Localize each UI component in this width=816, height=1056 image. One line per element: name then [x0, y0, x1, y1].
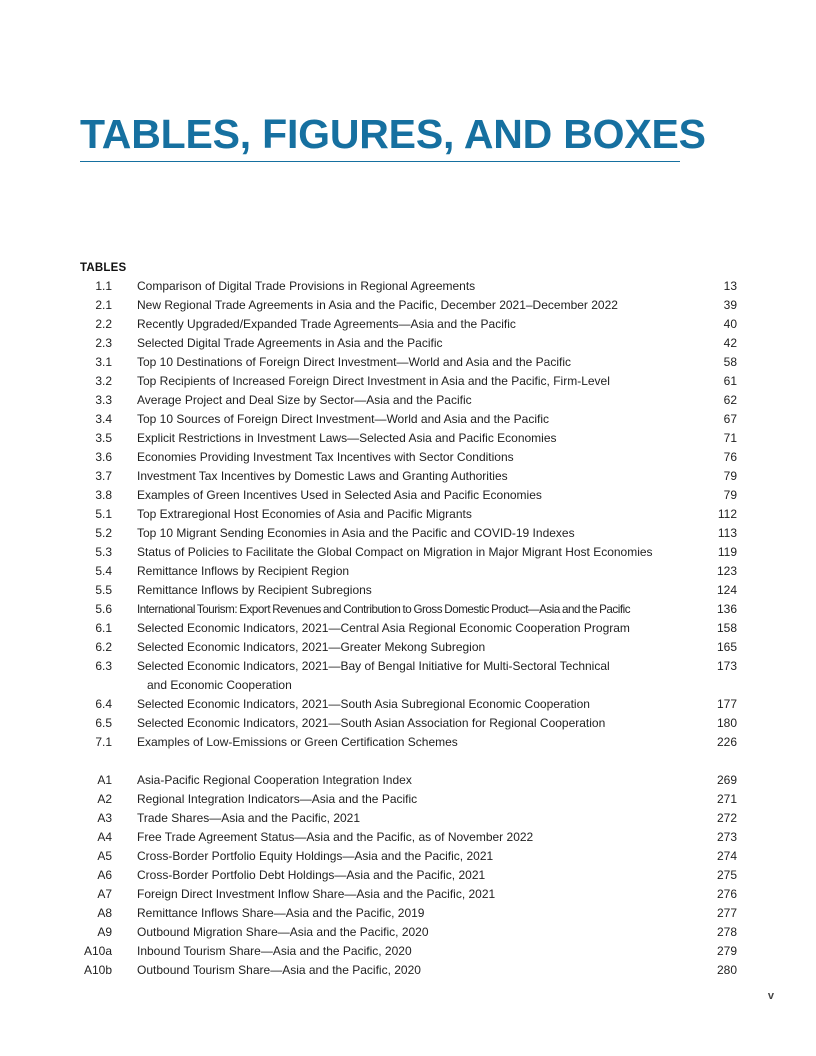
entry-title: Selected Digital Trade Agreements in Asia and the Pacific [137, 335, 443, 350]
entry-title: Examples of Low-Emissions or Green Certification Schemes [137, 734, 458, 749]
toc-entry-5-6[interactable] [80, 600, 737, 619]
entry-number: A9 [97, 924, 112, 939]
toc-entry-2-1[interactable] [80, 296, 737, 315]
entry-title: Selected Economic Indicators, 2021—South Asia Subregional Economic Cooperation [137, 696, 590, 711]
entry-number: 3.6 [95, 449, 112, 464]
entry-title: Remittance Inflows by Recipient Subregions [137, 582, 372, 597]
entry-number: A5 [97, 848, 112, 863]
entry-page: 124 [716, 582, 737, 597]
toc-entry-2-2[interactable] [80, 315, 737, 334]
entry-number: 5.6 [95, 601, 112, 616]
entry-title: Recently Upgraded/Expanded Trade Agreements—Asia and the Pacific [137, 316, 516, 331]
entry-title: Investment Tax Incentives by Domestic Laws and Granting Authorities [137, 468, 508, 483]
entry-number: 6.4 [95, 696, 112, 711]
entry-title: Top Extraregional Host Economies of Asia and Pacific Migrants [137, 506, 472, 521]
toc-entry-a3[interactable] [80, 809, 737, 828]
entry-number: 2.3 [95, 335, 112, 350]
entry-page: 165 [716, 639, 737, 654]
toc-entry-6-4[interactable] [80, 695, 737, 714]
toc-entry-3-3[interactable] [80, 391, 737, 410]
toc-entry-6-1[interactable] [80, 619, 737, 638]
entry-page: 277 [716, 905, 737, 920]
entry-number: A2 [97, 791, 112, 806]
entry-title: Outbound Migration Share—Asia and the Pacific, 2020 [137, 924, 429, 939]
entry-page: 58 [723, 354, 737, 369]
entry-number: 5.5 [95, 582, 112, 597]
page-title: TABLES, FIGURES, AND BOXES [80, 111, 706, 157]
toc-entry-3-2[interactable] [80, 372, 737, 391]
entry-number: 3.2 [95, 373, 112, 388]
entry-title: Regional Integration Indicators—Asia and the Pacific [137, 791, 418, 806]
tables-section-heading: TABLES [80, 262, 127, 274]
entry-page: 180 [716, 715, 737, 730]
entry-title: Inbound Tourism Share—Asia and the Pacific, 2020 [137, 943, 412, 958]
entry-number: 6.3 [95, 658, 112, 673]
entry-page: 113 [717, 525, 737, 540]
toc-entry-a9[interactable] [80, 923, 737, 942]
toc-entry-1-1[interactable] [80, 277, 737, 296]
entry-title: International Tourism: Export Revenues and Contribution to Gross Domestic Product—Asia and the Pacific [137, 602, 631, 616]
toc-entry-a6[interactable] [80, 866, 737, 885]
entry-number: A3 [97, 810, 112, 825]
entry-number: A1 [97, 772, 112, 787]
entry-title: Comparison of Digital Trade Provisions in Regional Agreements [137, 278, 476, 293]
entry-number: A10b [83, 962, 112, 977]
entry-page: 67 [723, 411, 737, 426]
entry-number: 7.1 [95, 734, 112, 749]
entry-title: Remittance Inflows Share—Asia and the Pacific, 2019 [137, 905, 425, 920]
entry-number: 6.2 [95, 639, 112, 654]
entry-number: A7 [97, 886, 112, 901]
toc-entry-a8[interactable] [80, 904, 737, 923]
entry-title: Remittance Inflows by Recipient Region [137, 563, 350, 578]
toc-entry-3-6[interactable] [80, 448, 737, 467]
entry-title: Trade Shares—Asia and the Pacific, 2021 [137, 810, 361, 825]
entry-page: 112 [717, 506, 737, 521]
entry-page: 269 [716, 772, 737, 787]
entry-page: 275 [716, 867, 737, 882]
entry-number: 3.1 [95, 354, 112, 369]
entry-title: Foreign Direct Investment Inflow Share—Asia and the Pacific, 2021 [137, 886, 496, 901]
toc-entry-a5[interactable] [80, 847, 737, 866]
entry-page: 40 [723, 316, 737, 331]
toc-entry-3-1[interactable] [80, 353, 737, 372]
entry-number: 6.5 [95, 715, 112, 730]
entry-title: Top Recipients of Increased Foreign Direct Investment in Asia and the Pacific, Firm-Level [137, 373, 610, 388]
entry-title-wrapper [137, 657, 697, 695]
toc-entry-5-3[interactable] [80, 543, 737, 562]
entry-page: 123 [716, 563, 737, 578]
entry-title: Economies Providing Investment Tax Incentives with Sector Conditions [137, 449, 514, 464]
entry-number: 5.4 [95, 563, 112, 578]
entry-page: 272 [716, 810, 737, 825]
entry-title: Average Project and Deal Size by Sector—Asia and the Pacific [137, 392, 472, 407]
entry-number: 3.8 [95, 487, 112, 502]
entry-page: 39 [723, 297, 737, 312]
toc-entry-3-5[interactable] [80, 429, 737, 448]
toc-entry-3-8[interactable] [80, 486, 737, 505]
toc-entry-a7[interactable] [80, 885, 737, 904]
entry-title: Explicit Restrictions in Investment Laws—Selected Asia and Pacific Economies [137, 430, 557, 445]
entry-title: Status of Policies to Facilitate the Global Compact on Migration in Major Migrant Host Economies [137, 544, 653, 559]
entry-title: Selected Economic Indicators, 2021—Greater Mekong Subregion [137, 639, 486, 654]
page-folio: v [767, 990, 774, 1002]
entry-page: 136 [716, 601, 737, 616]
entry-title: Selected Economic Indicators, 2021—Central Asia Regional Economic Cooperation Program [137, 620, 630, 635]
entry-number: A6 [97, 867, 112, 882]
title-underline [80, 161, 680, 162]
entry-page: 13 [723, 278, 737, 293]
entry-page: 119 [717, 544, 737, 559]
entry-page: 177 [716, 696, 737, 711]
entry-page: 158 [716, 620, 737, 635]
toc-entry-a2[interactable] [80, 790, 737, 809]
entry-page: 42 [723, 335, 737, 350]
entry-title: Cross-Border Portfolio Debt Holdings—Asia and the Pacific, 2021 [137, 867, 486, 882]
entry-page: 273 [716, 829, 737, 844]
entry-page: 279 [716, 943, 737, 958]
entry-number: 2.1 [95, 297, 112, 312]
entry-number: 6.1 [95, 620, 112, 635]
entry-page: 274 [716, 848, 737, 863]
toc-entry-3-7[interactable] [80, 467, 737, 486]
toc-entry-5-1[interactable] [80, 505, 737, 524]
toc-entry-6-3[interactable] [80, 657, 737, 695]
entry-page: 61 [723, 373, 737, 388]
entry-title: Asia-Pacific Regional Cooperation Integration Index [137, 772, 412, 787]
entry-title: Top 10 Migrant Sending Economies in Asia and the Pacific and COVID-19 Indexes [137, 525, 575, 540]
entry-number: 3.5 [95, 430, 112, 445]
entry-number: A10a [83, 943, 112, 958]
entry-number: 3.3 [95, 392, 112, 407]
toc-entry-7-1[interactable] [80, 733, 737, 752]
toc-entry-5-2[interactable] [80, 524, 737, 543]
toc-entry-5-4[interactable] [80, 562, 737, 581]
toc-entry-2-3[interactable] [80, 334, 737, 353]
entry-page: 271 [716, 791, 737, 806]
entry-number: 5.2 [95, 525, 112, 540]
entry-page: 276 [716, 886, 737, 901]
toc-entry-6-2[interactable] [80, 638, 737, 657]
toc-entry-a1[interactable] [80, 771, 737, 790]
entry-title: Cross-Border Portfolio Equity Holdings—Asia and the Pacific, 2021 [137, 848, 494, 863]
toc-entry-a10a[interactable] [80, 942, 737, 961]
entry-page: 278 [716, 924, 737, 939]
entry-page: 76 [723, 449, 737, 464]
entry-number: 5.1 [95, 506, 112, 521]
entry-title: New Regional Trade Agreements in Asia and the Pacific, December 2021–December 2022 [137, 297, 618, 312]
entry-page: 79 [723, 468, 737, 483]
entry-number: 5.3 [95, 544, 112, 559]
entry-number: 3.7 [95, 468, 112, 483]
entry-page: 173 [716, 658, 737, 673]
entry-title: Selected Economic Indicators, 2021—South Asian Association for Regional Cooperation [137, 715, 606, 730]
entry-title: Top 10 Sources of Foreign Direct Investment—World and Asia and the Pacific [137, 411, 549, 426]
toc-entry-a10b[interactable] [80, 961, 737, 980]
entry-title: Outbound Tourism Share—Asia and the Pacific, 2020 [137, 962, 421, 977]
toc-entry-6-5[interactable] [80, 714, 737, 733]
entry-title: Free Trade Agreement Status—Asia and the Pacific, as of November 2022 [137, 829, 534, 844]
entry-page: 62 [723, 392, 737, 407]
entry-page: 280 [716, 962, 737, 977]
entry-title: Examples of Green Incentives Used in Selected Asia and Pacific Economies [137, 487, 542, 502]
entry-title-continuation: and Economic Cooperation [147, 677, 292, 692]
entry-number: A4 [97, 829, 112, 844]
entry-title: Top 10 Destinations of Foreign Direct Investment—World and Asia and the Pacific [137, 354, 571, 369]
entry-title: Selected Economic Indicators, 2021—Bay of Bengal Initiative for Multi-Sectoral Technical [137, 658, 610, 673]
toc-entry-a4[interactable] [80, 828, 737, 847]
entry-page: 71 [723, 430, 737, 445]
tables-list [80, 277, 737, 980]
entry-page: 226 [716, 734, 737, 749]
entry-number: 1.1 [95, 278, 112, 293]
entry-number: A8 [97, 905, 112, 920]
entry-page: 79 [723, 487, 737, 502]
entry-number: 3.4 [95, 411, 112, 426]
toc-entry-5-5[interactable] [80, 581, 737, 600]
entry-number: 2.2 [95, 316, 112, 331]
toc-entry-3-4[interactable] [80, 410, 737, 429]
